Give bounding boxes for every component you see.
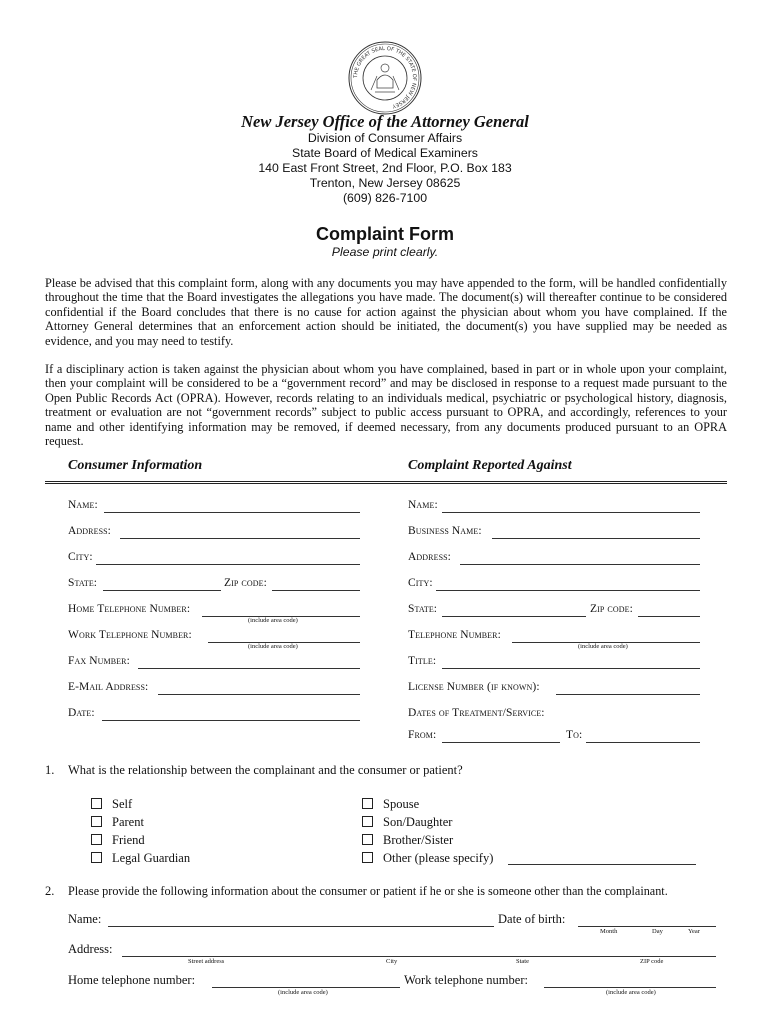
q2-name-input[interactable] [108,926,494,927]
consumer-email-input[interactable] [158,694,360,695]
confidentiality-paragraph: Please be advised that this complaint form, along with any documents you may have appended to the form, will be handled confidentially throughout the time that the Board investigates the allegations you have made. The document(s) will thereafter continue to be considered confidential if the Board concludes that there is no cause for action against the physician about whom you have complained. If the Attorney General determines that an enforcement action should be initiated, the document(s) you have supplied may be needed as evidence, and you may need to testify. [45,276,727,348]
consumer-fax-input[interactable] [138,668,360,669]
city-caption: City [386,958,398,965]
city-line: Trenton, New Jersey 08625 [309,176,461,190]
against-business-input[interactable] [492,538,700,539]
consumer-name-label: Name: [68,499,98,511]
zip-caption: ZIP code [640,958,664,965]
consumer-city-label: City: [68,551,93,563]
q2-dob-input[interactable] [578,926,716,927]
state-seal-image [347,40,423,116]
q2-address-label: Address: [68,942,113,956]
option-parent[interactable]: Parent [91,815,144,830]
other-specify-input[interactable] [508,864,696,865]
against-dates-label: Dates of Treatment/Service: [408,707,545,719]
option-friend[interactable]: Friend [91,833,145,848]
against-title-label: Title: [408,655,437,667]
q1-number: 1. [45,763,55,777]
street-line: 140 East Front Street, 2nd Floor, P.O. Box 183 [258,161,512,175]
q1-text: What is the relationship between the complainant and the consumer or patient? [68,763,463,777]
checkbox[interactable] [362,798,373,809]
consumer-zip-input[interactable] [272,590,360,591]
org-name: New Jersey Office of the Attorney General [241,112,529,131]
against-city-label: City: [408,577,433,589]
checkbox[interactable] [91,798,102,809]
q2-home-phone-input[interactable] [212,987,400,988]
option-spouse[interactable]: Spouse [362,797,419,812]
consumer-info-heading: Consumer Information [68,458,203,473]
home-phone-area-note: (include area code) [248,617,298,624]
consumer-city-input[interactable] [96,564,360,565]
consumer-work-phone-label: Work Telephone Number: [68,629,192,641]
q2-work-area-note: (include area code) [606,989,656,996]
work-phone-area-note: (include area code) [248,643,298,650]
consumer-state-label: State: [68,577,98,589]
against-name-label: Name: [408,499,438,511]
state-caption: State [516,958,529,965]
complaint-against-heading: Complaint Reported Against [408,458,572,473]
street-caption: Street address [188,958,225,965]
consumer-zip-label: Zip code: [224,577,267,589]
division-line: Division of Consumer Affairs [307,131,463,145]
against-zip-label: Zip code: [590,603,633,615]
consumer-address-input[interactable] [120,538,360,539]
against-to-input[interactable] [586,742,700,743]
consumer-email-label: E-Mail Address: [68,681,149,693]
q2-number: 2. [45,884,55,898]
against-business-label: Business Name: [408,525,482,537]
against-phone-area-note: (include area code) [578,643,628,650]
consumer-home-phone-label: Home Telephone Number: [68,603,191,615]
form-subtitle: Please print clearly. [331,245,439,259]
q2-work-phone-label: Work telephone number: [404,973,528,987]
q2-address-input[interactable] [122,956,716,957]
against-title-input[interactable] [442,668,700,669]
board-line: State Board of Medical Examiners [292,146,478,160]
against-from-input[interactable] [442,742,560,743]
q2-work-phone-input[interactable] [544,987,716,988]
against-from-label: From: [408,729,437,741]
against-name-input[interactable] [442,512,700,513]
against-license-label: License Number (if known): [408,681,540,693]
form-title: Complaint Form [316,224,454,244]
option-brother-sister[interactable]: Brother/Sister [362,833,453,848]
consumer-fax-label: Fax Number: [68,655,130,667]
against-phone-label: Telephone Number: [408,629,501,641]
consumer-address-label: Address: [68,525,111,537]
q2-text: Please provide the following information about the consumer or patient if he or she is someone other than the complainant. [68,884,668,898]
checkbox[interactable] [91,816,102,827]
seal-ring-text: THE GREAT SEAL OF THE STATE OF NEW JERSEY [352,45,418,109]
checkbox[interactable] [91,852,102,863]
option-self[interactable]: Self [91,797,132,812]
q2-home-phone-label: Home telephone number: [68,973,196,987]
consumer-name-input[interactable] [104,512,360,513]
checkbox[interactable] [362,816,373,827]
section-divider [45,481,727,484]
against-state-input[interactable] [442,616,586,617]
option-son-daughter[interactable]: Son/Daughter [362,815,452,830]
against-address-input[interactable] [460,564,700,565]
against-city-input[interactable] [436,590,700,591]
against-address-label: Address: [408,551,451,563]
consumer-state-input[interactable] [103,590,221,591]
checkbox[interactable] [362,852,373,863]
option-legal-guardian[interactable]: Legal Guardian [91,851,190,866]
against-license-input[interactable] [556,694,700,695]
dob-year-caption: Year [688,928,700,935]
q2-name-label: Name: [68,912,102,926]
phone-line: (609) 826-7100 [342,191,428,205]
against-state-label: State: [408,603,438,615]
checkbox[interactable] [362,834,373,845]
option-other[interactable]: Other (please specify) [362,851,493,866]
dob-month-caption: Month [600,928,618,935]
consumer-date-label: Date: [68,707,95,719]
consumer-date-input[interactable] [102,720,360,721]
q2-home-area-note: (include area code) [278,989,328,996]
opra-paragraph: If a disciplinary action is taken against the physician about whom you have complained, based in part or in whole upon your complaint, then your complaint will be considered to be a “government record” and may be disclosed in response to a request made pursuant to the Open Public Records Act (OPRA). However, records relating to an individuals medical, psychiatric or psychological history, diagnosis, treatment or evaluation are not “government records” subject to public access pursuant to OPRA, and accordingly, references to your name and other identifying information may be removed, if deemed necessary, from any documents produced pursuant to an OPRA request. [45,362,727,449]
dob-day-caption: Day [652,928,663,935]
q2-dob-label: Date of birth: [498,912,566,926]
checkbox[interactable] [91,834,102,845]
against-zip-input[interactable] [638,616,700,617]
against-to-label: To: [566,729,583,741]
